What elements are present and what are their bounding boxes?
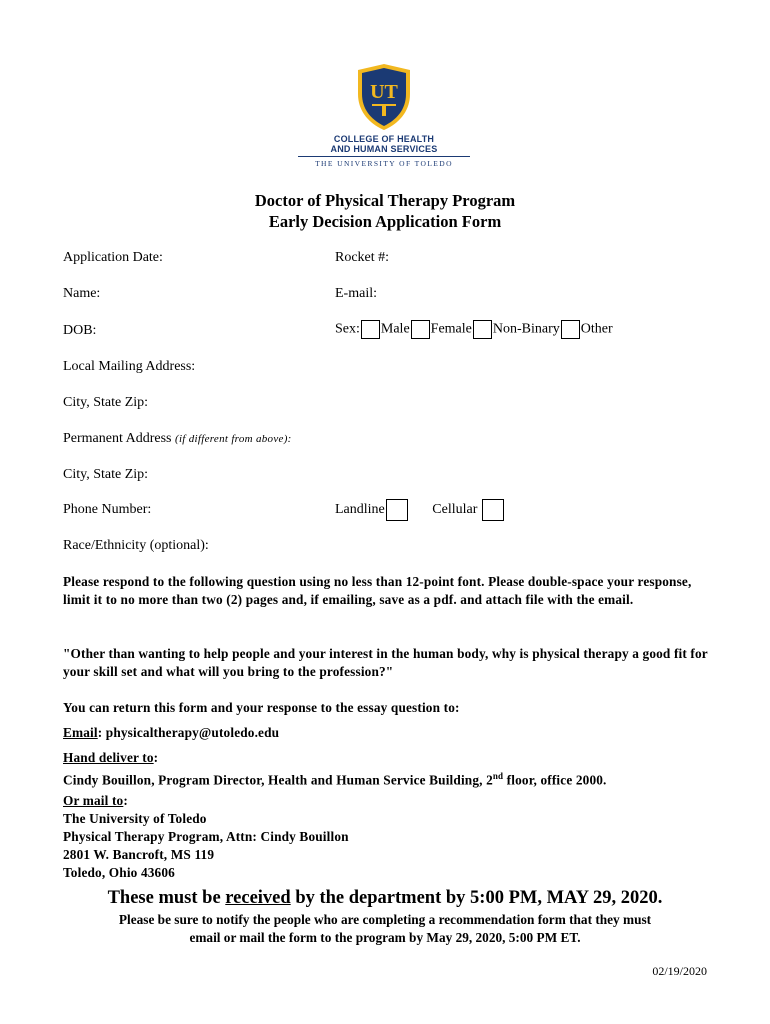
essay-question: "Other than wanting to help people and your interest in the human body, why is physical therapy a good fit for your skill set and what will you bring to the profession?" [63,646,708,679]
form-title-line2: Early Decision Application Form [268,212,502,231]
logo-line2: AND HUMAN SERVICES [330,144,438,154]
logo-divider [298,156,470,157]
ut-shield-icon [354,62,414,132]
application-date-label: Application Date: [63,250,163,265]
landline-label: Landline [335,502,385,518]
phone-label: Phone Number: [63,502,152,517]
email-contact [63,724,713,742]
sex-other-checkbox[interactable] [561,320,580,339]
phone-type-field [335,499,505,521]
hand-deliver-label: Hand deliver to [63,750,154,765]
logo-line1: COLLEGE OF HEALTH [333,134,435,144]
permanent-address-text: Permanent Address [63,431,172,446]
deadline-pre: These must be [107,888,226,908]
permanent-address-note: (if different from above): [174,433,292,445]
sex-field [335,320,613,339]
sex-female-checkbox[interactable] [411,320,430,339]
logo-line3: THE UNIVERSITY OF TOLEDO [315,159,453,168]
sex-nonbinary-checkbox[interactable] [473,320,492,339]
sex-nonbinary-label: Non-Binary [492,321,560,337]
shield-text: UT [370,81,398,103]
city-state-zip-label: City, State Zip: [63,395,149,410]
mail-heading [63,792,713,810]
hand-deliver-colon: : [153,750,159,765]
deadline-post: by the department by 5:00 PM, MAY 29, 2020. [290,888,663,908]
mail-colon: : [123,793,128,808]
instructions-paragraph: Please respond to the following question using no less than 12-point font. Please double-space your response, limit it to no more than two (2) pages and, if emailing, save as a pdf. and attach file with the email. [63,574,692,607]
permanent-address-label [63,431,292,447]
form-title-line1: Doctor of Physical Therapy Program [254,191,516,210]
sex-other-label: Other [580,321,613,337]
deadline-received: received [225,888,291,908]
landline-checkbox[interactable] [386,499,408,521]
revision-date: 02/19/2020 [652,964,707,978]
mail-address-line: Toledo, Ohio 43606 [63,865,175,880]
recommendation-note-line2: email or mail the form to the program by May 29, 2020, 5:00 PM ET. [189,930,581,945]
deadline-statement [0,888,770,909]
city-state-zip-label-2: City, State Zip: [63,467,149,482]
race-ethnicity-label: Race/Ethnicity (optional): [63,538,209,553]
mail-address-line: Physical Therapy Program, Attn: Cindy Bouillon [63,829,349,844]
return-instructions: You can return this form and your response to the essay question to: [63,700,460,715]
college-logo [298,62,470,172]
hand-deliver-address [63,767,713,789]
email-contact-value[interactable]: : physicaltherapy@utoledo.edu [97,725,280,740]
sex-male-checkbox[interactable] [361,320,380,339]
cellular-checkbox[interactable] [482,499,504,521]
hand-deliver-sup: nd [492,771,504,781]
sex-male-label: Male [380,321,410,337]
email-label: E-mail: [335,286,377,301]
hand-deliver-text-b: floor, office 2000. [503,772,607,788]
local-address-label: Local Mailing Address: [63,359,196,374]
recommendation-note-line1: Please be sure to notify the people who are completing a recommendation form that they must [118,912,652,927]
mail-address-line: 2801 W. Bancroft, MS 119 [63,847,215,862]
name-label: Name: [63,286,101,301]
email-contact-label: Email [63,725,98,740]
hand-deliver-text-a: Cindy Bouillon, Program Director, Health and Human Service Building, 2 [63,772,493,788]
mail-address-line: The University of Toledo [63,811,207,826]
mail-label: Or mail to [63,793,124,808]
cellular-label: Cellular [432,502,478,518]
rocket-number-label: Rocket #: [335,250,390,265]
sex-label: Sex: [335,321,360,337]
sex-female-label: Female [430,321,472,337]
dob-label: DOB: [63,323,97,338]
hand-deliver-heading [63,749,713,767]
